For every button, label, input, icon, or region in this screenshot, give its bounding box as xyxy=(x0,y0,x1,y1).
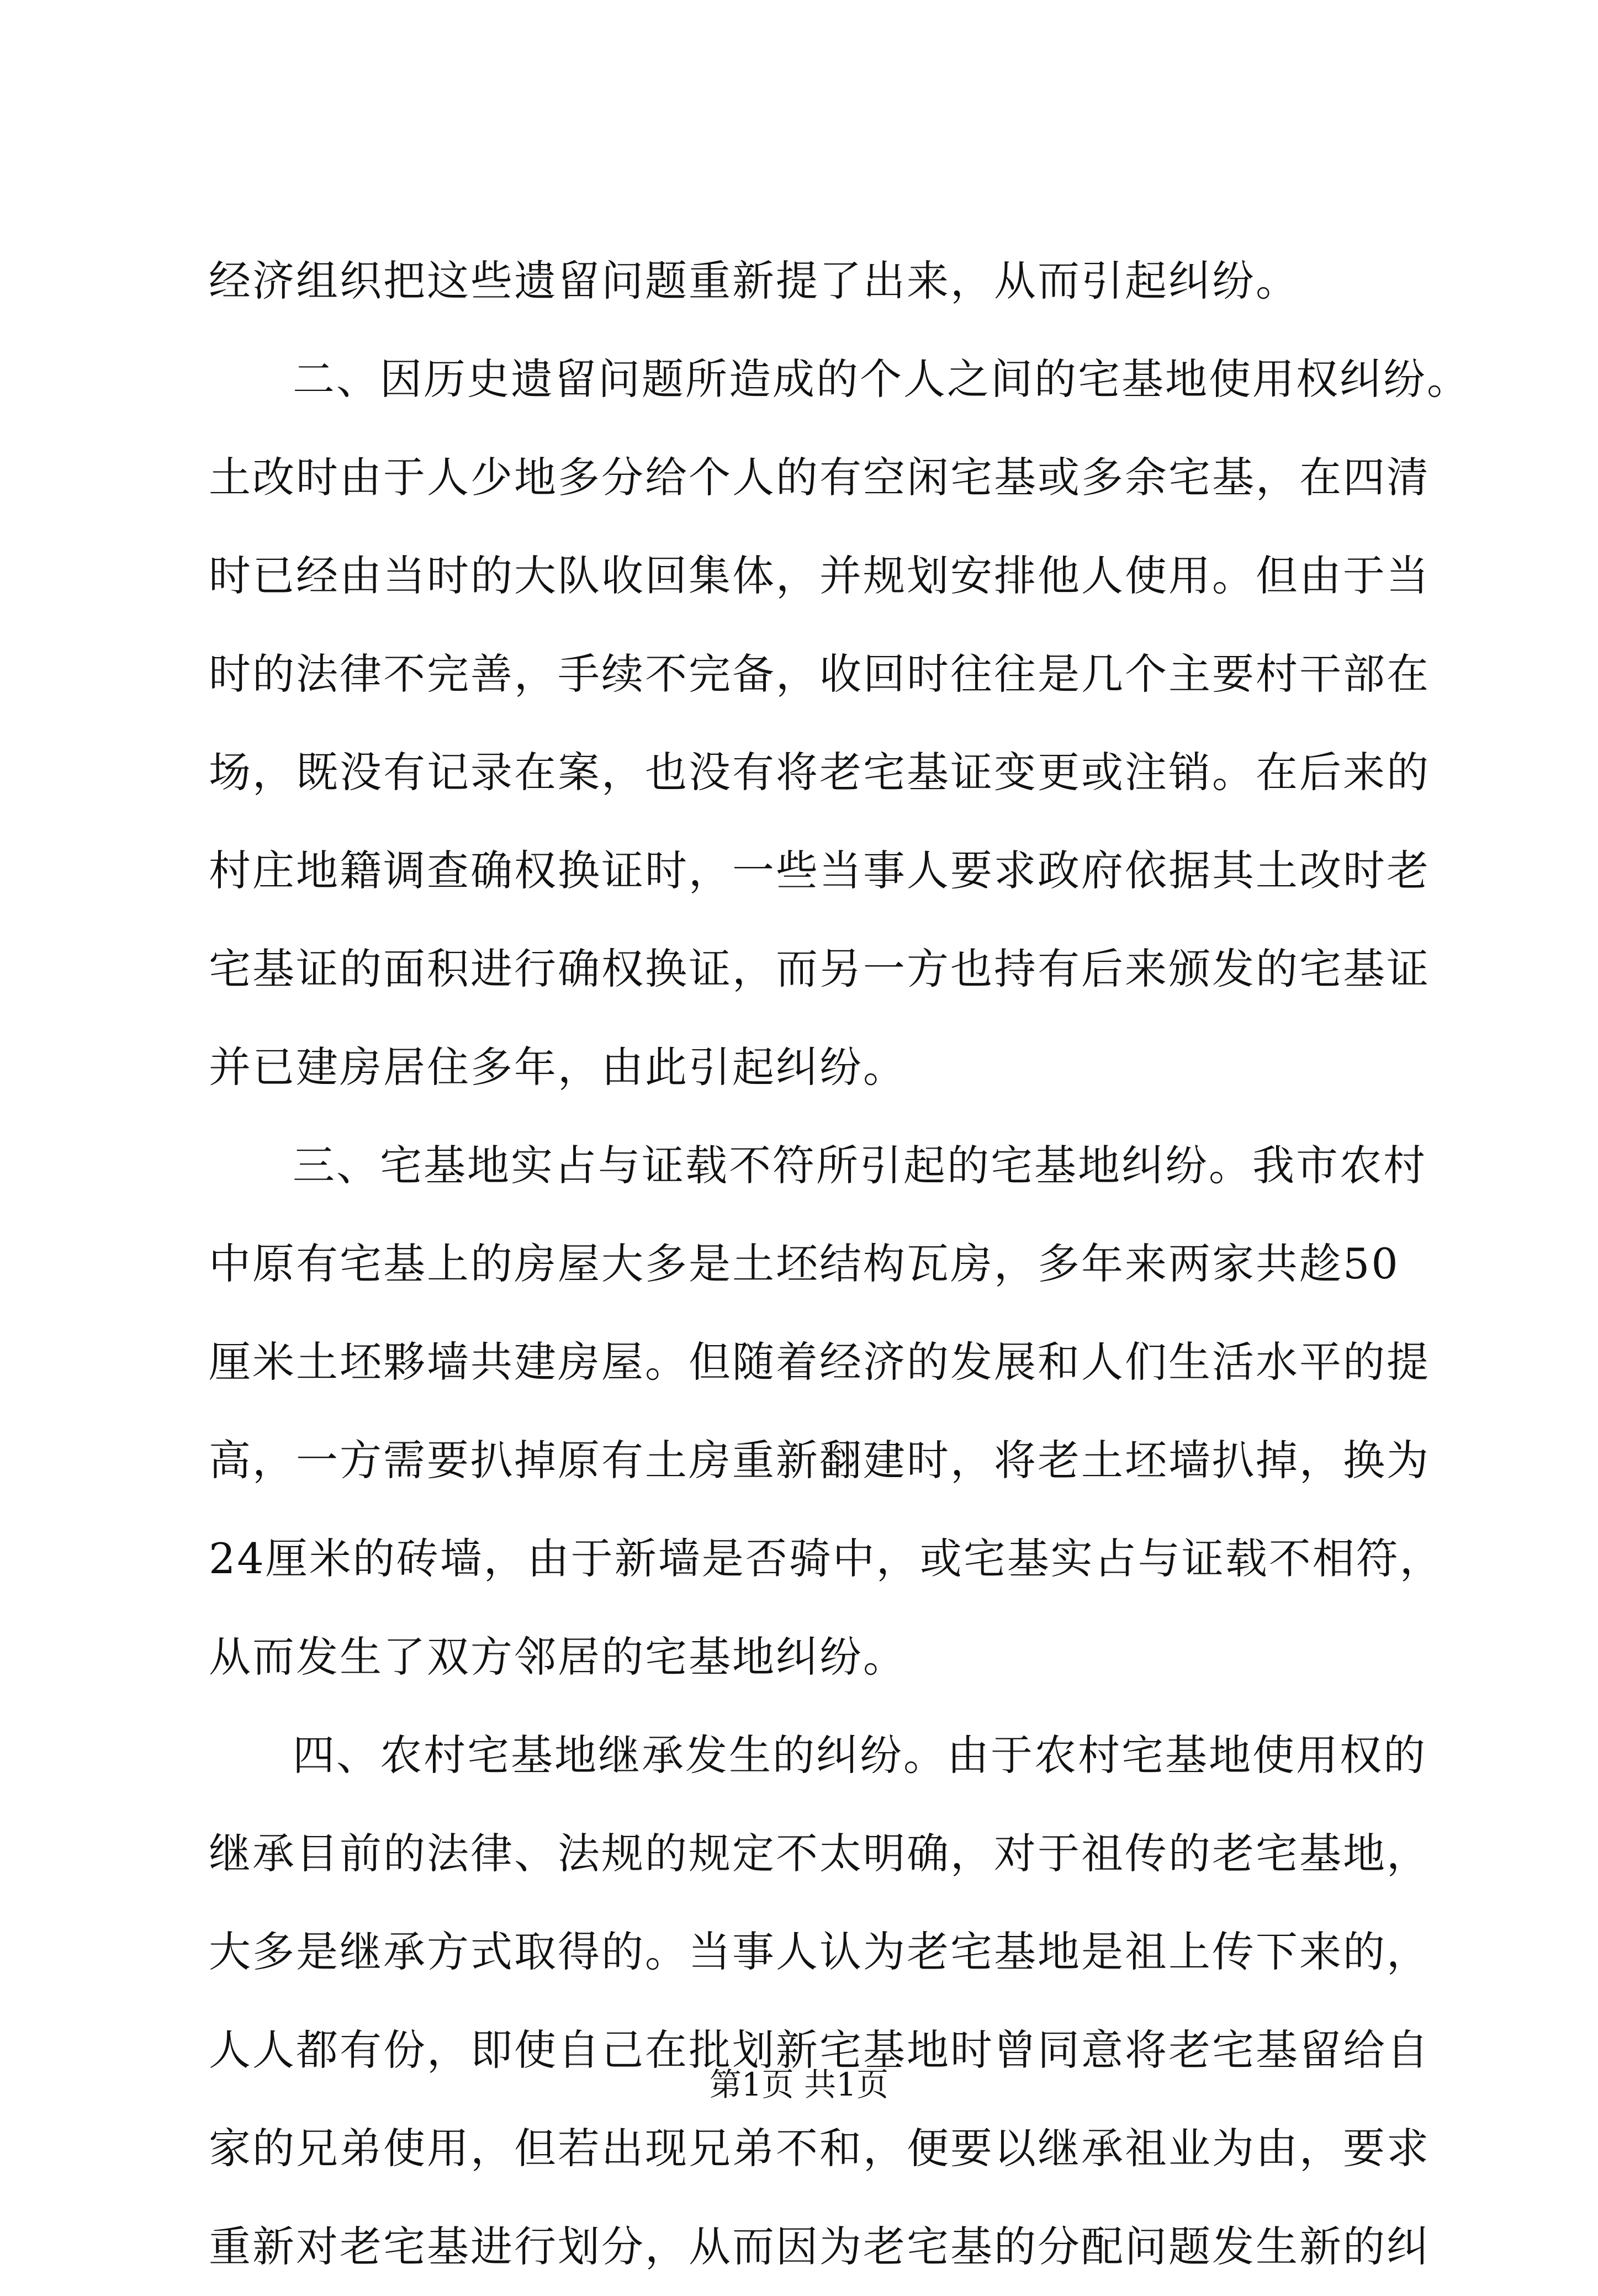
text-line: 村庄地籍调查确权换证时，一些当事人要求政府依据其土改时老 xyxy=(209,846,1430,895)
text-line: 24厘米的砖墙，由于新墙是否骑中，或宅基实占与证载不相符， xyxy=(209,1534,1443,1583)
text-line: 时的法律不完善，手续不完备，收回时往往是几个主要村干部在 xyxy=(209,649,1430,699)
text-line: 经济组织把这些遗留问题重新提了出来，从而引起纠纷。 xyxy=(209,256,1299,305)
text-line: 家的兄弟使用，但若出现兄弟不和，便要以继承祖业为由，要求 xyxy=(209,2124,1430,2173)
text-line: 宅基证的面积进行确权换证，而另一方也持有后来颁发的宅基证 xyxy=(209,944,1430,993)
text-line: 厘米土坯夥墙共建房屋。但随着经济的发展和人们生活水平的提 xyxy=(209,1337,1430,1387)
page-number-footer: 第1页 共1页 xyxy=(709,2066,889,2103)
text-line: 人人都有份，即使自己在批划新宅基地时曾同意将老宅基留给自 xyxy=(209,2025,1430,2075)
text-line: 土改时由于人少地多分给个人的有空闲宅基或多余宅基，在四清 xyxy=(209,453,1430,502)
paragraph-heading-line: 四、农村宅基地继承发生的纠纷。由于农村宅基地使用权的 xyxy=(293,1731,1427,1780)
text-line: 高，一方需要扒掉原有土房重新翻建时，将老土坯墙扒掉，换为 xyxy=(209,1436,1430,1485)
text-line: 时已经由当时的大队收回集体，并规划安排他人使用。但由于当 xyxy=(209,551,1430,600)
paragraph-heading-line: 三、宅基地实占与证载不符所引起的宅基地纠纷。我市农村 xyxy=(293,1141,1427,1190)
text-line: 继承目前的法律、法规的规定不太明确，对于祖传的老宅基地， xyxy=(209,1829,1430,1878)
text-line: 中原有宅基上的房屋大多是土坯结构瓦房，多年来两家共趁50 xyxy=(209,1239,1400,1288)
document-body xyxy=(209,232,1470,2296)
text-line: 大多是继承方式取得的。当事人认为老宅基地是祖上传下来的， xyxy=(209,1927,1430,1976)
text-line: 并已建房居住多年，由此引起纠纷。 xyxy=(209,1043,907,1092)
text-line: 重新对老宅基进行划分，从而因为老宅基的分配问题发生新的纠 xyxy=(209,2222,1430,2271)
text-line: 场，既没有记录在案，也没有将老宅基证变更或注销。在后来的 xyxy=(209,748,1430,797)
text-line: 从而发生了双方邻居的宅基地纠纷。 xyxy=(209,1632,907,1681)
paragraph-heading-line: 二、因历史遗留问题所造成的个人之间的宅基地使用权纠纷。 xyxy=(293,355,1470,404)
